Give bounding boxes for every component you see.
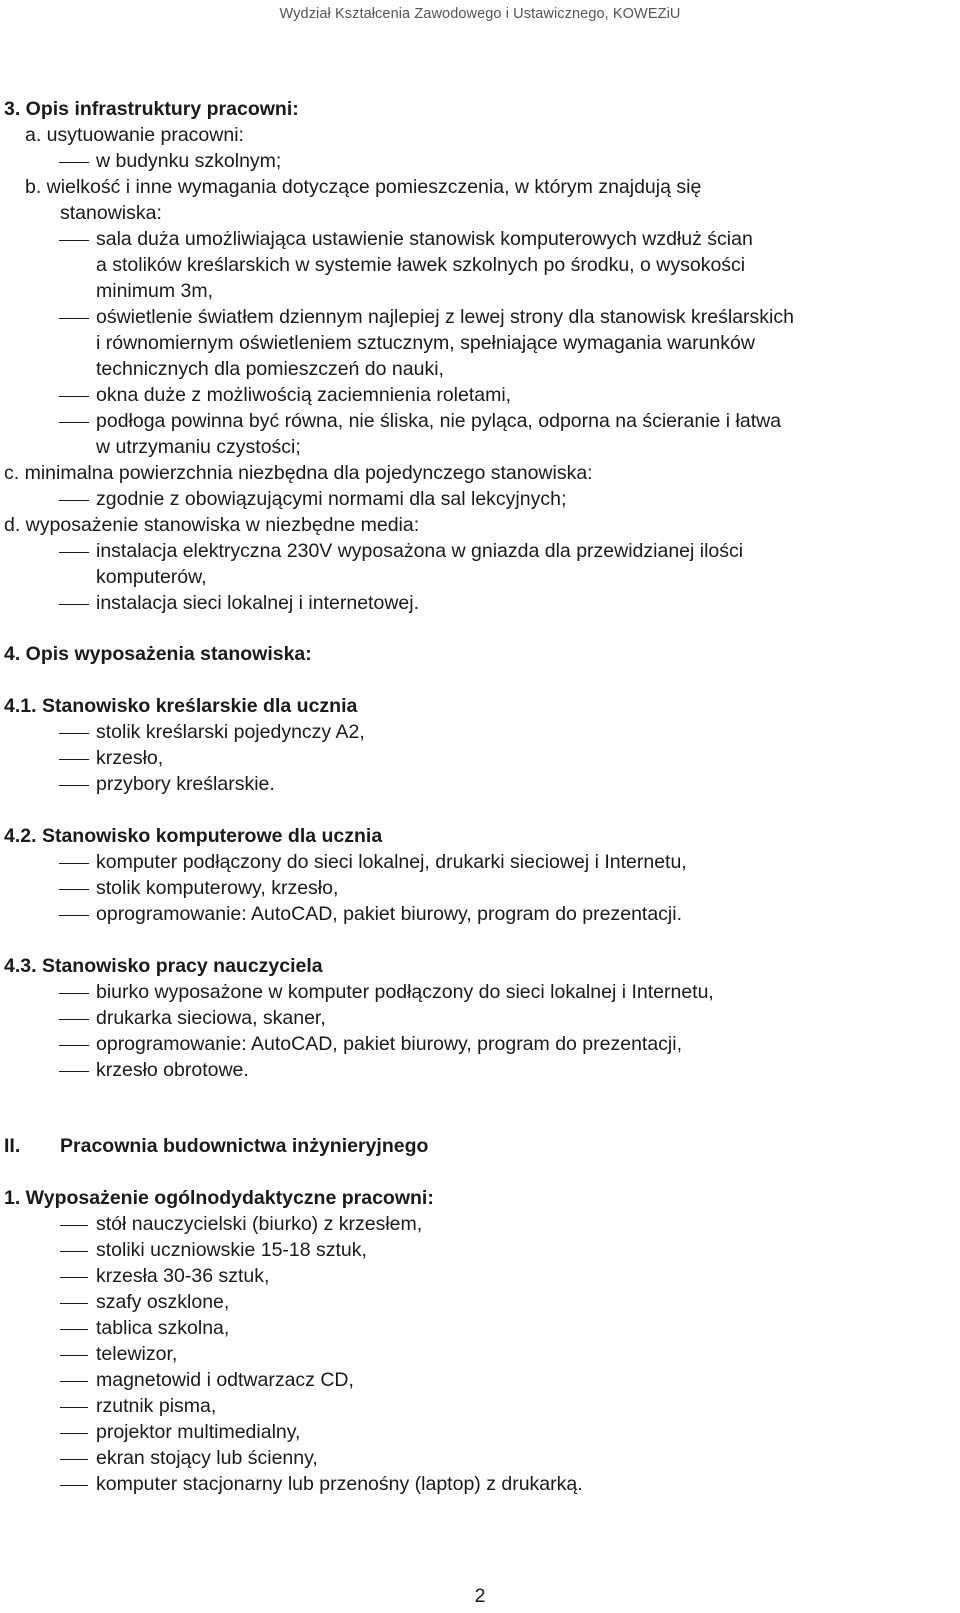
s43-item-2: drukarka sieciowa, skaner, <box>96 1007 326 1029</box>
running-header: Wydział Kształcenia Zawodowego i Ustawicznego, KOWEZiU <box>279 6 681 22</box>
section-4-heading: 4. Opis wyposażenia stanowiska: <box>4 643 312 665</box>
dash-bullet <box>59 1045 89 1046</box>
s41-item-1: stolik kreślarski pojedynczy A2, <box>96 721 365 743</box>
dash-bullet <box>60 1355 88 1356</box>
dash-bullet <box>60 1459 88 1460</box>
section-3-heading: 3. Opis infrastruktury pracowni: <box>4 98 299 120</box>
section-4-3-heading: 4.3. Stanowisko pracy nauczyciela <box>4 955 323 977</box>
p2-item-4: szafy oszklone, <box>96 1291 230 1313</box>
item-a-bullet-1: w budynku szkolnym; <box>96 150 282 172</box>
p2-item-2: stoliki uczniowskie 15-18 sztuk, <box>96 1239 367 1261</box>
section-4-2-heading: 4.2. Stanowisko komputerowe dla ucznia <box>4 825 383 847</box>
dash-bullet <box>59 785 89 786</box>
item-b-bullet-4-line-2: w utrzymaniu czystości; <box>96 436 301 458</box>
p2-item-7: magnetowid i odtwarzacz CD, <box>96 1369 354 1391</box>
s41-item-2: krzesło, <box>96 747 164 769</box>
p2-item-1: stół nauczycielski (biurko) z krzesłem, <box>96 1213 423 1235</box>
dash-bullet <box>59 759 89 760</box>
s41-item-3: przybory kreślarskie. <box>96 773 275 795</box>
dash-bullet <box>60 1251 88 1252</box>
dash-bullet <box>60 1433 88 1434</box>
dash-bullet <box>59 500 89 501</box>
dash-bullet <box>59 552 89 553</box>
part-2-section-1-heading: 1. Wyposażenie ogólnodydaktyczne pracowni: <box>4 1187 434 1209</box>
item-b-bullet-3: okna duże z możliwością zaciemnienia roletami, <box>96 384 512 406</box>
dash-bullet <box>59 240 89 241</box>
s42-item-2: stolik komputerowy, krzesło, <box>96 877 339 899</box>
part-2-heading: Pracownia budownictwa inżynieryjnego <box>60 1135 429 1157</box>
dash-bullet <box>60 1381 88 1382</box>
dash-bullet <box>60 1485 88 1486</box>
item-b-bullet-1-line-3: minimum 3m, <box>96 280 214 302</box>
dash-bullet <box>59 733 89 734</box>
p2-item-11: komputer stacjonarny lub przenośny (laptop) z drukarką. <box>96 1473 583 1495</box>
s43-item-1: biurko wyposażone w komputer podłączony do sieci lokalnej i Internetu, <box>96 981 714 1003</box>
s42-item-1: komputer podłączony do sieci lokalnej, drukarki sieciowej i Internetu, <box>96 851 687 873</box>
section-4-1-heading: 4.1. Stanowisko kreślarskie dla ucznia <box>4 695 358 717</box>
item-d-label: d. wyposażenie stanowiska w niezbędne media: <box>4 514 420 536</box>
p2-item-5: tablica szkolna, <box>96 1317 230 1339</box>
p2-item-10: ekran stojący lub ścienny, <box>96 1447 318 1469</box>
dash-bullet <box>59 889 89 890</box>
item-b-bullet-2-line-3: technicznych dla pomieszczeń do nauki, <box>96 358 444 380</box>
dash-bullet <box>59 915 89 916</box>
dash-bullet <box>59 162 89 163</box>
dash-bullet <box>59 422 89 423</box>
item-a-label: a. usytuowanie pracowni: <box>25 124 244 146</box>
item-b-bullet-4-line-1: podłoga powinna być równa, nie śliska, nie pyląca, odporna na ścieranie i łatwa <box>96 410 782 432</box>
item-d-bullet-2: instalacja sieci lokalnej i internetowej. <box>96 592 419 614</box>
s43-item-4: krzesło obrotowe. <box>96 1059 249 1081</box>
item-b-bullet-2-line-1: oświetlenie światłem dziennym najlepiej z lewej strony dla stanowisk kreślarskich <box>96 306 794 328</box>
s43-item-3: oprogramowanie: AutoCAD, pakiet biurowy, program do prezentacji, <box>96 1033 683 1055</box>
dash-bullet <box>59 318 89 319</box>
dash-bullet <box>59 863 89 864</box>
item-b-label-cont: stanowiska: <box>60 202 162 224</box>
item-d-bullet-1-line-1: instalacja elektryczna 230V wyposażona w gniazda dla przewidzianej ilości <box>96 540 744 562</box>
dash-bullet <box>60 1303 88 1304</box>
part-2-number: II. <box>4 1135 21 1157</box>
dash-bullet <box>59 1071 89 1072</box>
item-b-bullet-1-line-2: a stolików kreślarskich w systemie ławek szkolnych po środku, o wysokości <box>96 254 746 276</box>
item-b-bullet-2-line-2: i równomiernym oświetleniem sztucznym, spełniające wymagania warunków <box>96 332 755 354</box>
s42-item-3: oprogramowanie: AutoCAD, pakiet biurowy, program do prezentacji. <box>96 903 683 925</box>
p2-item-6: telewizor, <box>96 1343 178 1365</box>
dash-bullet <box>59 604 89 605</box>
dash-bullet <box>60 1225 88 1226</box>
p2-item-8: rzutnik pisma, <box>96 1395 217 1417</box>
page-number: 2 <box>474 1585 486 1607</box>
dash-bullet <box>59 1019 89 1020</box>
item-b-label: b. wielkość i inne wymagania dotyczące pomieszczenia, w którym znajdują się <box>25 176 702 198</box>
item-d-bullet-1-line-2: komputerów, <box>96 566 207 588</box>
dash-bullet <box>59 396 89 397</box>
item-c-label: c. minimalna powierzchnia niezbędna dla pojedynczego stanowiska: <box>4 462 593 484</box>
dash-bullet <box>60 1407 88 1408</box>
dash-bullet <box>59 993 89 994</box>
item-c-bullet-1: zgodnie z obowiązującymi normami dla sal lekcyjnych; <box>96 488 567 510</box>
dash-bullet <box>60 1277 88 1278</box>
p2-item-9: projektor multimedialny, <box>96 1421 301 1443</box>
dash-bullet <box>60 1329 88 1330</box>
item-b-bullet-1-line-1: sala duża umożliwiająca ustawienie stanowisk komputerowych wzdłuż ścian <box>96 228 753 250</box>
p2-item-3: krzesła 30-36 sztuk, <box>96 1265 270 1287</box>
